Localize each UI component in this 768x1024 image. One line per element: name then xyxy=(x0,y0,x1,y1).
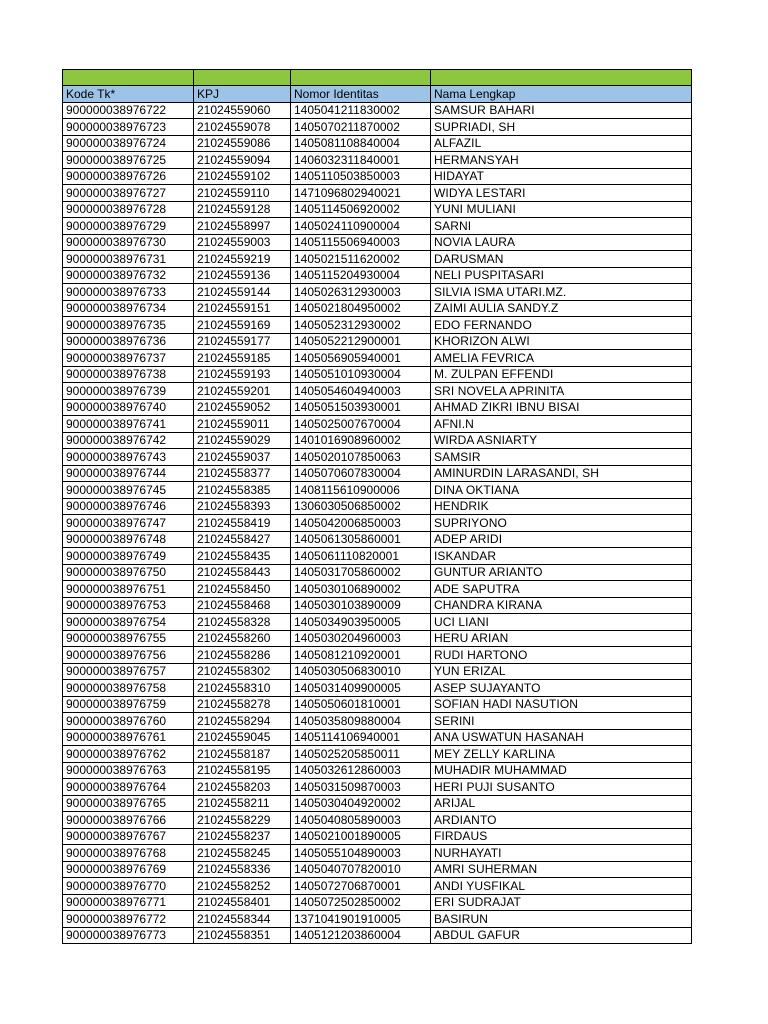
kode-tk-cell: 900000038976772 xyxy=(63,911,194,928)
kpj-cell: 21024559201 xyxy=(194,383,291,400)
nomor-identitas-cell: 1405035809880004 xyxy=(291,713,431,730)
kode-tk-cell: 900000038976747 xyxy=(63,515,194,532)
table-row xyxy=(63,878,692,895)
nama-lengkap-cell: RUDI HARTONO xyxy=(431,647,692,664)
title-bar-cell xyxy=(194,70,291,86)
nomor-identitas-cell: 1405051503930001 xyxy=(291,399,431,416)
nama-lengkap-cell: SARNI xyxy=(431,218,692,235)
kode-tk-cell: 900000038976767 xyxy=(63,828,194,845)
nama-lengkap-cell: ISKANDAR xyxy=(431,548,692,565)
nomor-identitas-cell: 1405070211870002 xyxy=(291,119,431,136)
kpj-cell: 21024559102 xyxy=(194,168,291,185)
nama-lengkap-cell: ALFAZIL xyxy=(431,135,692,152)
nama-lengkap-cell: YUN ERIZAL xyxy=(431,663,692,680)
kpj-cell: 21024558302 xyxy=(194,663,291,680)
kode-tk-cell: 900000038976729 xyxy=(63,218,194,235)
table-row xyxy=(63,630,692,647)
kpj-cell: 21024558450 xyxy=(194,581,291,598)
nama-lengkap-cell: NURHAYATI xyxy=(431,845,692,862)
nomor-identitas-cell: 1405021511620002 xyxy=(291,251,431,268)
kode-tk-cell: 900000038976765 xyxy=(63,795,194,812)
nama-lengkap-cell: ARDIANTO xyxy=(431,812,692,829)
kode-tk-cell: 900000038976751 xyxy=(63,581,194,598)
table-row xyxy=(63,383,692,400)
nomor-identitas-cell: 1405041211830002 xyxy=(291,102,431,119)
nomor-identitas-cell: 1405030204960003 xyxy=(291,630,431,647)
nomor-identitas-cell: 1405051010930004 xyxy=(291,366,431,383)
kpj-cell: 21024559219 xyxy=(194,251,291,268)
kode-tk-cell: 900000038976725 xyxy=(63,152,194,169)
kode-tk-cell: 900000038976764 xyxy=(63,779,194,796)
kpj-cell: 21024559169 xyxy=(194,317,291,334)
table-row xyxy=(63,251,692,268)
nama-lengkap-cell: EDO FERNANDO xyxy=(431,317,692,334)
table-row xyxy=(63,300,692,317)
kpj-cell: 21024558195 xyxy=(194,762,291,779)
nama-lengkap-cell: MEY ZELLY KARLINA xyxy=(431,746,692,763)
table-row xyxy=(63,168,692,185)
table-row xyxy=(63,498,692,515)
nama-lengkap-cell: M. ZULPAN EFFENDI xyxy=(431,366,692,383)
kpj-cell: 21024558385 xyxy=(194,482,291,499)
nomor-identitas-cell: 1405040805890003 xyxy=(291,812,431,829)
header-nama-lengkap: Nama Lengkap xyxy=(431,86,692,103)
kpj-cell: 21024558377 xyxy=(194,465,291,482)
table-row xyxy=(63,317,692,334)
kode-tk-cell: 900000038976768 xyxy=(63,845,194,862)
nama-lengkap-cell: HERMANSYAH xyxy=(431,152,692,169)
table-row xyxy=(63,581,692,598)
table-row xyxy=(63,366,692,383)
nomor-identitas-cell: 1405114106940001 xyxy=(291,729,431,746)
table-row xyxy=(63,482,692,499)
table-row xyxy=(63,894,692,911)
kpj-cell: 21024559110 xyxy=(194,185,291,202)
kode-tk-cell: 900000038976769 xyxy=(63,861,194,878)
nama-lengkap-cell: SAMSIR xyxy=(431,449,692,466)
nomor-identitas-cell: 1405056905940001 xyxy=(291,350,431,367)
table-row xyxy=(63,795,692,812)
kode-tk-cell: 900000038976741 xyxy=(63,416,194,433)
kode-tk-cell: 900000038976758 xyxy=(63,680,194,697)
nomor-identitas-cell: 1405025007670004 xyxy=(291,416,431,433)
nama-lengkap-cell: ERI SUDRAJAT xyxy=(431,894,692,911)
table-row xyxy=(63,927,692,944)
kode-tk-cell: 900000038976730 xyxy=(63,234,194,251)
kode-tk-cell: 900000038976737 xyxy=(63,350,194,367)
kpj-cell: 21024559128 xyxy=(194,201,291,218)
kpj-cell: 21024558260 xyxy=(194,630,291,647)
kpj-cell: 21024559011 xyxy=(194,416,291,433)
nomor-identitas-cell: 1405021804950002 xyxy=(291,300,431,317)
nama-lengkap-cell: FIRDAUS xyxy=(431,828,692,845)
table-row xyxy=(63,696,692,713)
nomor-identitas-cell: 1405081210920001 xyxy=(291,647,431,664)
nomor-identitas-cell: 1401016908960002 xyxy=(291,432,431,449)
kode-tk-cell: 900000038976740 xyxy=(63,399,194,416)
nomor-identitas-cell: 1405061305860001 xyxy=(291,531,431,548)
nama-lengkap-cell: HENDRIK xyxy=(431,498,692,515)
kpj-cell: 21024559003 xyxy=(194,234,291,251)
nama-lengkap-cell: SRI NOVELA APRINITA xyxy=(431,383,692,400)
table-row xyxy=(63,713,692,730)
nomor-identitas-cell: 1405050601810001 xyxy=(291,696,431,713)
nama-lengkap-cell: ASEP SUJAYANTO xyxy=(431,680,692,697)
kode-tk-cell: 900000038976746 xyxy=(63,498,194,515)
nomor-identitas-cell: 1405030404920002 xyxy=(291,795,431,812)
table-row xyxy=(63,663,692,680)
nomor-identitas-cell: 1471096802940021 xyxy=(291,185,431,202)
kode-tk-cell: 900000038976770 xyxy=(63,878,194,895)
table-row xyxy=(63,185,692,202)
nomor-identitas-cell: 1405031705860002 xyxy=(291,564,431,581)
kpj-cell: 21024559029 xyxy=(194,432,291,449)
nama-lengkap-cell: UCI LIANI xyxy=(431,614,692,631)
nama-lengkap-cell: WIRDA ASNIARTY xyxy=(431,432,692,449)
nama-lengkap-cell: HERU ARIAN xyxy=(431,630,692,647)
table-row xyxy=(63,548,692,565)
nomor-identitas-cell: 1405024110900004 xyxy=(291,218,431,235)
nama-lengkap-cell: ANA USWATUN HASANAH xyxy=(431,729,692,746)
nomor-identitas-cell: 1405040707820010 xyxy=(291,861,431,878)
nomor-identitas-cell: 1405030106890002 xyxy=(291,581,431,598)
table-row xyxy=(63,465,692,482)
table-row xyxy=(63,333,692,350)
nama-lengkap-cell: ABDUL GAFUR xyxy=(431,927,692,944)
kode-tk-cell: 900000038976761 xyxy=(63,729,194,746)
kode-tk-cell: 900000038976727 xyxy=(63,185,194,202)
nomor-identitas-cell: 1405025205850011 xyxy=(291,746,431,763)
nomor-identitas-cell: 1405020107850063 xyxy=(291,449,431,466)
nomor-identitas-cell: 1371041901910005 xyxy=(291,911,431,928)
header-nomor-identitas: Nomor Identitas xyxy=(291,86,431,103)
nama-lengkap-cell: NELI PUSPITASARI xyxy=(431,267,692,284)
kpj-cell: 21024558393 xyxy=(194,498,291,515)
table-row xyxy=(63,729,692,746)
title-bar-cell xyxy=(291,70,431,86)
table-row xyxy=(63,416,692,433)
nomor-identitas-cell: 1306030506850002 xyxy=(291,498,431,515)
kpj-cell: 21024559045 xyxy=(194,729,291,746)
kpj-cell: 21024559078 xyxy=(194,119,291,136)
kpj-cell: 21024559151 xyxy=(194,300,291,317)
kpj-cell: 21024558468 xyxy=(194,597,291,614)
kode-tk-cell: 900000038976743 xyxy=(63,449,194,466)
table-row xyxy=(63,201,692,218)
kpj-cell: 21024558435 xyxy=(194,548,291,565)
nama-lengkap-cell: WIDYA LESTARI xyxy=(431,185,692,202)
kode-tk-cell: 900000038976762 xyxy=(63,746,194,763)
table-row xyxy=(63,812,692,829)
header-kode-tk: Kode Tk* xyxy=(63,86,194,103)
nomor-identitas-cell: 1405021001890005 xyxy=(291,828,431,845)
nama-lengkap-cell: ARIJAL xyxy=(431,795,692,812)
nama-lengkap-cell: AFNI.N xyxy=(431,416,692,433)
nomor-identitas-cell: 1405121203860004 xyxy=(291,927,431,944)
kpj-cell: 21024558278 xyxy=(194,696,291,713)
table-row xyxy=(63,861,692,878)
kpj-cell: 21024558187 xyxy=(194,746,291,763)
table-row xyxy=(63,564,692,581)
table-row xyxy=(63,828,692,845)
nomor-identitas-cell: 1405034903950005 xyxy=(291,614,431,631)
kode-tk-cell: 900000038976722 xyxy=(63,102,194,119)
kode-tk-cell: 900000038976760 xyxy=(63,713,194,730)
nomor-identitas-cell: 1405081108840004 xyxy=(291,135,431,152)
kpj-cell: 21024558997 xyxy=(194,218,291,235)
kode-tk-cell: 900000038976755 xyxy=(63,630,194,647)
kode-tk-cell: 900000038976726 xyxy=(63,168,194,185)
nama-lengkap-cell: AMRI SUHERMAN xyxy=(431,861,692,878)
kpj-cell: 21024559094 xyxy=(194,152,291,169)
nomor-identitas-cell: 1405115506940003 xyxy=(291,234,431,251)
header-row xyxy=(63,86,692,103)
nama-lengkap-cell: MUHADIR MUHAMMAD xyxy=(431,762,692,779)
nama-lengkap-cell: HERI PUJI SUSANTO xyxy=(431,779,692,796)
kode-tk-cell: 900000038976753 xyxy=(63,597,194,614)
nomor-identitas-cell: 1405072502850002 xyxy=(291,894,431,911)
kode-tk-cell: 900000038976732 xyxy=(63,267,194,284)
table-row xyxy=(63,399,692,416)
nomor-identitas-cell: 1408115610900006 xyxy=(291,482,431,499)
kode-tk-cell: 900000038976734 xyxy=(63,300,194,317)
kode-tk-cell: 900000038976766 xyxy=(63,812,194,829)
kpj-cell: 21024559052 xyxy=(194,399,291,416)
header-kpj: KPJ xyxy=(194,86,291,103)
table-row xyxy=(63,746,692,763)
nomor-identitas-cell: 1405026312930003 xyxy=(291,284,431,301)
kpj-cell: 21024558310 xyxy=(194,680,291,697)
kpj-cell: 21024558294 xyxy=(194,713,291,730)
kpj-cell: 21024558351 xyxy=(194,927,291,944)
nomor-identitas-cell: 1405072706870001 xyxy=(291,878,431,895)
table-row xyxy=(63,432,692,449)
nama-lengkap-cell: GUNTUR ARIANTO xyxy=(431,564,692,581)
kode-tk-cell: 900000038976756 xyxy=(63,647,194,664)
kpj-cell: 21024558419 xyxy=(194,515,291,532)
nomor-identitas-cell: 1406032311840001 xyxy=(291,152,431,169)
table-row xyxy=(63,218,692,235)
kode-tk-cell: 900000038976757 xyxy=(63,663,194,680)
kpj-cell: 21024558229 xyxy=(194,812,291,829)
kpj-cell: 21024558203 xyxy=(194,779,291,796)
kpj-cell: 21024558336 xyxy=(194,861,291,878)
nama-lengkap-cell: BASIRUN xyxy=(431,911,692,928)
table-row xyxy=(63,234,692,251)
kpj-cell: 21024558427 xyxy=(194,531,291,548)
kpj-cell: 21024558344 xyxy=(194,911,291,928)
kode-tk-cell: 900000038976733 xyxy=(63,284,194,301)
table-row xyxy=(63,845,692,862)
kpj-cell: 21024558401 xyxy=(194,894,291,911)
table-row xyxy=(63,515,692,532)
table-row xyxy=(63,531,692,548)
kpj-cell: 21024559136 xyxy=(194,267,291,284)
table-row xyxy=(63,647,692,664)
kode-tk-cell: 900000038976749 xyxy=(63,548,194,565)
nama-lengkap-cell: SUPRIYONO xyxy=(431,515,692,532)
kpj-cell: 21024558286 xyxy=(194,647,291,664)
nomor-identitas-cell: 1405030506830010 xyxy=(291,663,431,680)
green-title-bar xyxy=(63,70,692,86)
table-row xyxy=(63,135,692,152)
kpj-cell: 21024559060 xyxy=(194,102,291,119)
table-row xyxy=(63,152,692,169)
kpj-cell: 21024559086 xyxy=(194,135,291,152)
kpj-cell: 21024559144 xyxy=(194,284,291,301)
nama-lengkap-cell: SUPRIADI, SH xyxy=(431,119,692,136)
table-row xyxy=(63,680,692,697)
kpj-cell: 21024558328 xyxy=(194,614,291,631)
kpj-cell: 21024558443 xyxy=(194,564,291,581)
nomor-identitas-cell: 1405052212900001 xyxy=(291,333,431,350)
nomor-identitas-cell: 1405054604940003 xyxy=(291,383,431,400)
kode-tk-cell: 900000038976739 xyxy=(63,383,194,400)
kode-tk-cell: 900000038976759 xyxy=(63,696,194,713)
nama-lengkap-cell: ADE SAPUTRA xyxy=(431,581,692,598)
nama-lengkap-cell: AMELIA FEVRICA xyxy=(431,350,692,367)
nomor-identitas-cell: 1405052312930002 xyxy=(291,317,431,334)
nomor-identitas-cell: 1405115204930004 xyxy=(291,267,431,284)
kode-tk-cell: 900000038976754 xyxy=(63,614,194,631)
table-row xyxy=(63,597,692,614)
nama-lengkap-cell: ZAIMI AULIA SANDY.Z xyxy=(431,300,692,317)
kode-tk-cell: 900000038976745 xyxy=(63,482,194,499)
nama-lengkap-cell: HIDAYAT xyxy=(431,168,692,185)
kpj-cell: 21024559185 xyxy=(194,350,291,367)
kode-tk-cell: 900000038976738 xyxy=(63,366,194,383)
nama-lengkap-cell: DINA OKTIANA xyxy=(431,482,692,499)
nama-lengkap-cell: ADEP ARIDI xyxy=(431,531,692,548)
nomor-identitas-cell: 1405110503850003 xyxy=(291,168,431,185)
kode-tk-cell: 900000038976736 xyxy=(63,333,194,350)
nomor-identitas-cell: 1405070607830004 xyxy=(291,465,431,482)
kode-tk-cell: 900000038976723 xyxy=(63,119,194,136)
kode-tk-cell: 900000038976773 xyxy=(63,927,194,944)
table-row xyxy=(63,911,692,928)
kpj-cell: 21024558252 xyxy=(194,878,291,895)
kode-tk-cell: 900000038976744 xyxy=(63,465,194,482)
data-table xyxy=(62,69,692,944)
nama-lengkap-cell: SERINI xyxy=(431,713,692,730)
nomor-identitas-cell: 1405042006850003 xyxy=(291,515,431,532)
nama-lengkap-cell: SOFIAN HADI NASUTION xyxy=(431,696,692,713)
title-bar-cell xyxy=(63,70,194,86)
kode-tk-cell: 900000038976750 xyxy=(63,564,194,581)
nomor-identitas-cell: 1405031409900005 xyxy=(291,680,431,697)
kode-tk-cell: 900000038976771 xyxy=(63,894,194,911)
kpj-cell: 21024558245 xyxy=(194,845,291,862)
kpj-cell: 21024559037 xyxy=(194,449,291,466)
kpj-cell: 21024558237 xyxy=(194,828,291,845)
nama-lengkap-cell: AMINURDIN LARASANDI, SH xyxy=(431,465,692,482)
kode-tk-cell: 900000038976763 xyxy=(63,762,194,779)
nama-lengkap-cell: YUNI MULIANI xyxy=(431,201,692,218)
table-row xyxy=(63,267,692,284)
kpj-cell: 21024558211 xyxy=(194,795,291,812)
nama-lengkap-cell: SILVIA ISMA UTARI.MZ. xyxy=(431,284,692,301)
kode-tk-cell: 900000038976742 xyxy=(63,432,194,449)
title-bar-cell xyxy=(431,70,692,86)
kode-tk-cell: 900000038976735 xyxy=(63,317,194,334)
kode-tk-cell: 900000038976748 xyxy=(63,531,194,548)
kpj-cell: 21024559193 xyxy=(194,366,291,383)
nama-lengkap-cell: CHANDRA KIRANA xyxy=(431,597,692,614)
table-row xyxy=(63,449,692,466)
nomor-identitas-cell: 1405114506920002 xyxy=(291,201,431,218)
table-row xyxy=(63,614,692,631)
nama-lengkap-cell: AHMAD ZIKRI IBNU BISAI xyxy=(431,399,692,416)
table-row xyxy=(63,119,692,136)
nomor-identitas-cell: 1405032612860003 xyxy=(291,762,431,779)
kode-tk-cell: 900000038976731 xyxy=(63,251,194,268)
table-row xyxy=(63,350,692,367)
table-row xyxy=(63,102,692,119)
nomor-identitas-cell: 1405031509870003 xyxy=(291,779,431,796)
kode-tk-cell: 900000038976728 xyxy=(63,201,194,218)
table-row xyxy=(63,779,692,796)
nama-lengkap-cell: KHORIZON ALWI xyxy=(431,333,692,350)
nomor-identitas-cell: 1405061110820001 xyxy=(291,548,431,565)
nama-lengkap-cell: DARUSMAN xyxy=(431,251,692,268)
nomor-identitas-cell: 1405030103890009 xyxy=(291,597,431,614)
nama-lengkap-cell: ANDI YUSFIKAL xyxy=(431,878,692,895)
kpj-cell: 21024559177 xyxy=(194,333,291,350)
nama-lengkap-cell: NOVIA LAURA xyxy=(431,234,692,251)
table-row xyxy=(63,762,692,779)
nama-lengkap-cell: SAMSUR BAHARI xyxy=(431,102,692,119)
kode-tk-cell: 900000038976724 xyxy=(63,135,194,152)
nomor-identitas-cell: 1405055104890003 xyxy=(291,845,431,862)
table-row xyxy=(63,284,692,301)
